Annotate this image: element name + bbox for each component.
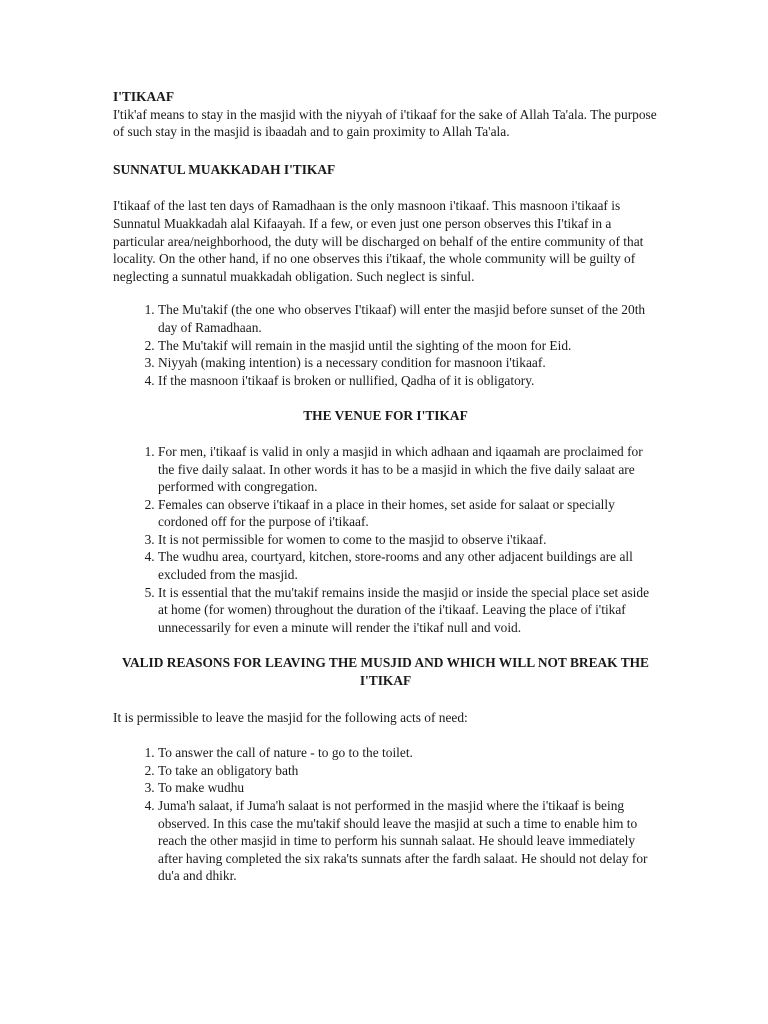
list-item: 2. Females can observe i'tikaaf in a place in their homes, set aside for salaat or specially cordoned off for the purpose of i'tikaaf. [158, 496, 658, 531]
list-item: 4. If the masnoon i'tikaaf is broken or nullified, Qadha of it is obligatory. [158, 372, 658, 390]
list-item: 3. To make wudhu [158, 779, 658, 797]
list-item: 4. Juma'h salaat, if Juma'h salaat is not performed in the masjid where the i'tikaaf is being observed. In this case the mu'takif should leave the masjid at such a time to enable him to reach the other masjid in time to perform his sunnah salaat. He should leave immediately after having completed the six raka'ts sunnats after the fardh salaat. He should not delay for du'a and dhikr. [158, 797, 658, 885]
heading-venue: THE VENUE FOR I'TIKAF [303, 408, 468, 424]
list-item: 3. Niyyah (making intention) is a necessary condition for masnoon i'tikaaf. [158, 354, 658, 372]
heading-itikaaf: I'TIKAAF [113, 89, 175, 104]
list-item: 2. To take an obligatory bath [158, 762, 658, 780]
document-page [113, 88, 658, 885]
heading-sunnatul-muakkadah: SUNNATUL MUAKKADAH I'TIKAF [113, 161, 336, 177]
list-item: 1. The Mu'takif (the one who observes I'tikaaf) will enter the masjid before sunset of the 20th day of Ramadhaan. [158, 301, 658, 336]
list-item: 1. For men, i'tikaaf is valid in only a masjid in which adhaan and iqaamah are proclaimed for the five daily salaat. In other words it has to be a masjid in which the five daily salaat are performed with congregation. [158, 443, 658, 496]
list-item: 2. The Mu'takif will remain in the masjid until the sighting of the moon for Eid. [158, 337, 658, 355]
paragraph-sunnatul-muakkadah: I'tikaaf of the last ten days of Ramadhaan is the only masnoon i'tikaaf. This masnoon i'tikaaf is Sunnatul Muakkadah alal Kifaayah. If a few, or even just one person observes this I'tikaf in a particular area/neighborhood, the duty will be discharged on behalf of the entire community of that locality. On the other hand, if no one observes this i'tikaaf, the whole community will be guilty of neglecting a sunnatul muakkadah obligation. Such neglect is sinful. [113, 198, 644, 284]
list-item: 1. To answer the call of nature - to go to the toilet. [158, 744, 658, 762]
list-venue-rules [113, 443, 658, 637]
list-sunnatul-conditions [113, 301, 658, 389]
paragraph-valid-reasons-intro: It is permissible to leave the masjid for the following acts of need: [113, 709, 468, 725]
list-item: 5. It is essential that the mu'takif remains inside the masjid or inside the special place set aside at home (for women) throughout the duration of the i'tikaaf. Leaving the place of i'tikaf unnecessarily for even a minute will render the i'tikaf null and void. [158, 584, 658, 637]
paragraph-itikaaf-definition: I'tik'af means to stay in the masjid with the niyyah of i'tikaaf for the sake of Allah Ta'ala. The purpose of such stay in the masjid is ibaadah and to gain proximity to Allah Ta'ala. [113, 106, 657, 140]
list-item: 3. It is not permissible for women to come to the masjid to observe i'tikaaf. [158, 531, 658, 549]
list-item: 4. The wudhu area, courtyard, kitchen, store-rooms and any other adjacent buildings are all excluded from the masjid. [158, 548, 658, 583]
list-valid-reasons [113, 744, 658, 885]
heading-valid-reasons: VALID REASONS FOR LEAVING THE MUSJID AND WHICH WILL NOT BREAK THE I'TIKAF [122, 655, 649, 689]
